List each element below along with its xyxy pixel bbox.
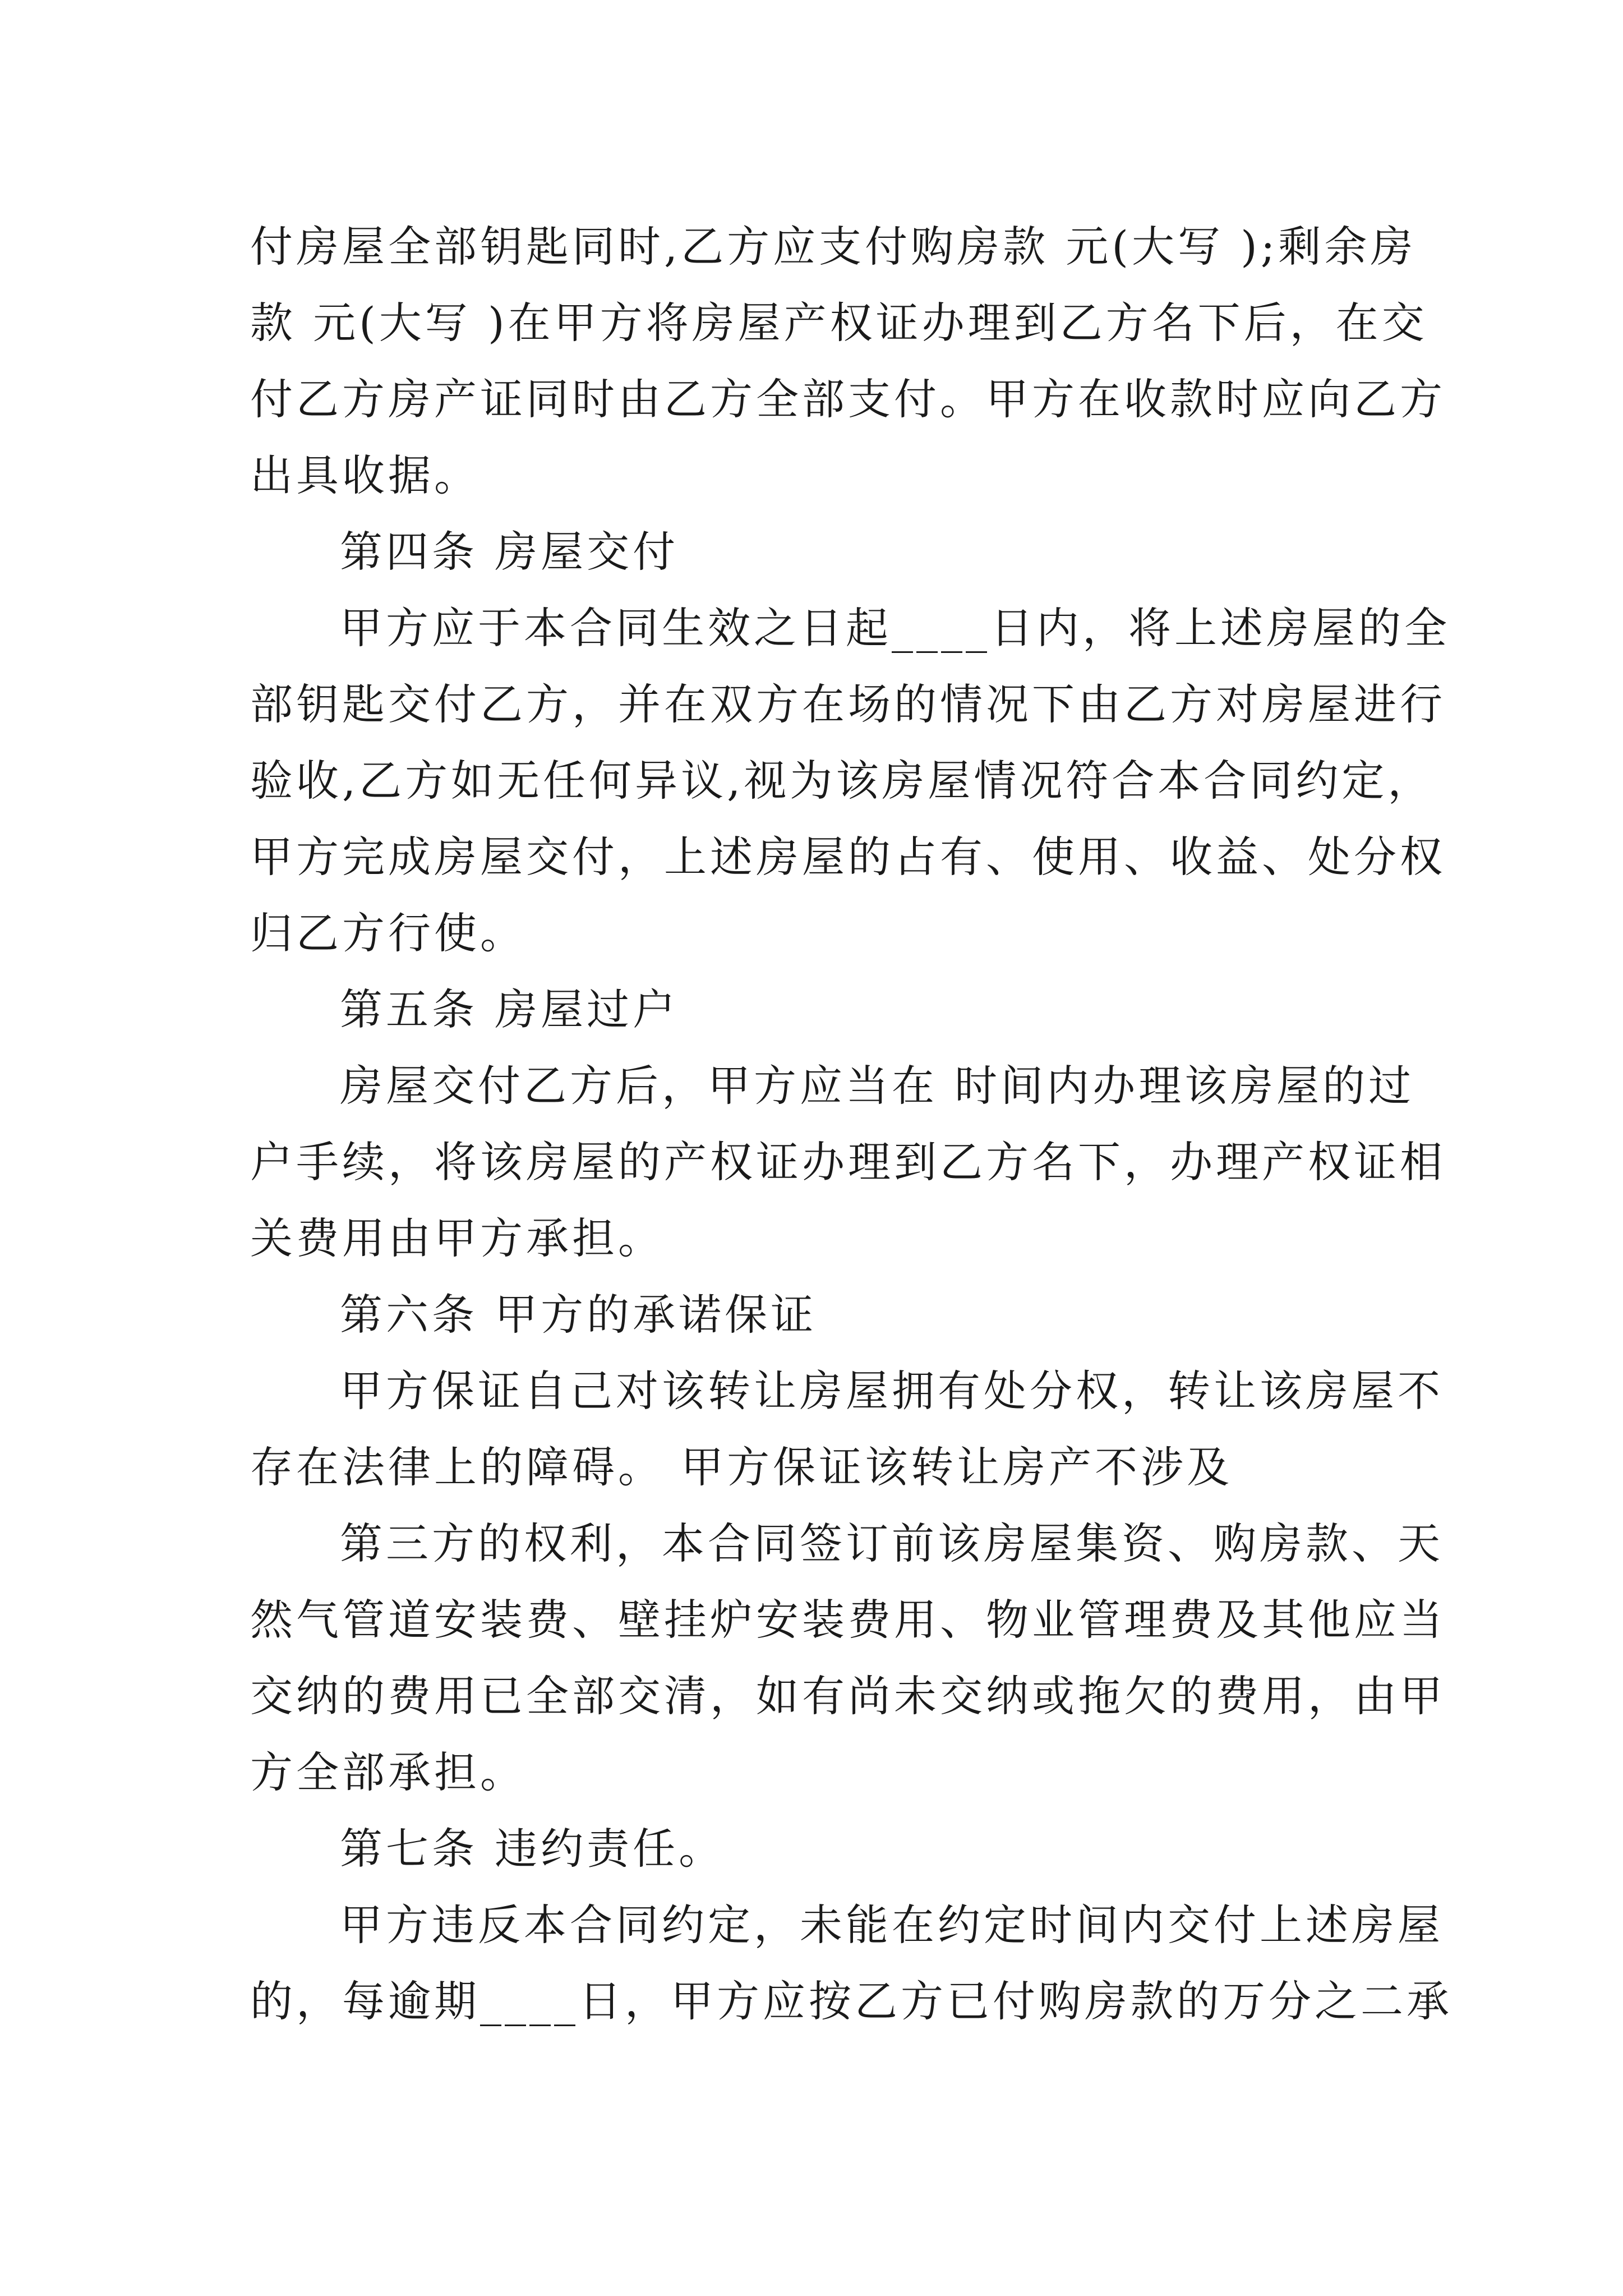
paragraph-line: 甲方保证自己对该转让房屋拥有处分权，转让该房屋不 bbox=[340, 1366, 1444, 1416]
paragraph-line: 甲方应于本合同生效之日起____日内，将上述房屋的全 bbox=[340, 603, 1450, 653]
paragraph-line: 验收,乙方如无任何异议,视为该房屋情况符合本合同约定， bbox=[250, 756, 1434, 806]
paragraph-line: 房屋交付乙方后，甲方应当在 时间内办理该房屋的过 bbox=[340, 1061, 1415, 1111]
paragraph-line: 部钥匙交付乙方，并在双方在场的情况下由乙方对房屋进行 bbox=[250, 679, 1446, 729]
article-heading: 第五条 房屋过户 bbox=[340, 984, 679, 1034]
article-heading: 第四条 房屋交付 bbox=[340, 527, 679, 577]
paragraph-line: 甲方违反本合同约定，未能在约定时间内交付上述房屋 bbox=[340, 1900, 1444, 1950]
paragraph-line: 出具收据。 bbox=[250, 450, 480, 500]
paragraph-line: 交纳的费用已全部交清，如有尚未交纳或拖欠的费用，由甲 bbox=[250, 1671, 1446, 1721]
article-heading: 第六条 甲方的承诺保证 bbox=[340, 1290, 817, 1340]
paragraph-line: 方全部承担。 bbox=[250, 1747, 526, 1797]
paragraph-line: 户手续，将该房屋的产权证办理到乙方名下，办理产权证相 bbox=[250, 1137, 1446, 1187]
article-heading: 第七条 违约责任。 bbox=[340, 1824, 725, 1874]
paragraph-line: 付房屋全部钥匙同时,乙方应支付购房款 元(大写 );剩余房 bbox=[250, 222, 1417, 272]
paragraph-line: 然气管道安装费、壁挂炉安装费用、物业管理费及其他应当 bbox=[250, 1595, 1446, 1645]
paragraph-line: 款 元(大写 )在甲方将房屋产权证办理到乙方名下后，在交 bbox=[250, 298, 1428, 348]
paragraph-line: 归乙方行使。 bbox=[250, 908, 526, 958]
paragraph-line: 的，每逾期____日，甲方应按乙方已付购房款的万分之二承 bbox=[250, 1976, 1453, 2026]
paragraph-line: 存在法律上的障碍。 甲方保证该转让房产不涉及 bbox=[250, 1442, 1233, 1492]
paragraph-line: 第三方的权利，本合同签订前该房屋集资、购房款、天 bbox=[340, 1519, 1444, 1568]
paragraph-line: 关费用由甲方承担。 bbox=[250, 1213, 664, 1263]
paragraph-line: 甲方完成房屋交付，上述房屋的占有、使用、收益、处分权 bbox=[250, 832, 1446, 882]
paragraph-line: 付乙方房产证同时由乙方全部支付。甲方在收款时应向乙方 bbox=[250, 374, 1446, 424]
document-body bbox=[250, 209, 1453, 2040]
